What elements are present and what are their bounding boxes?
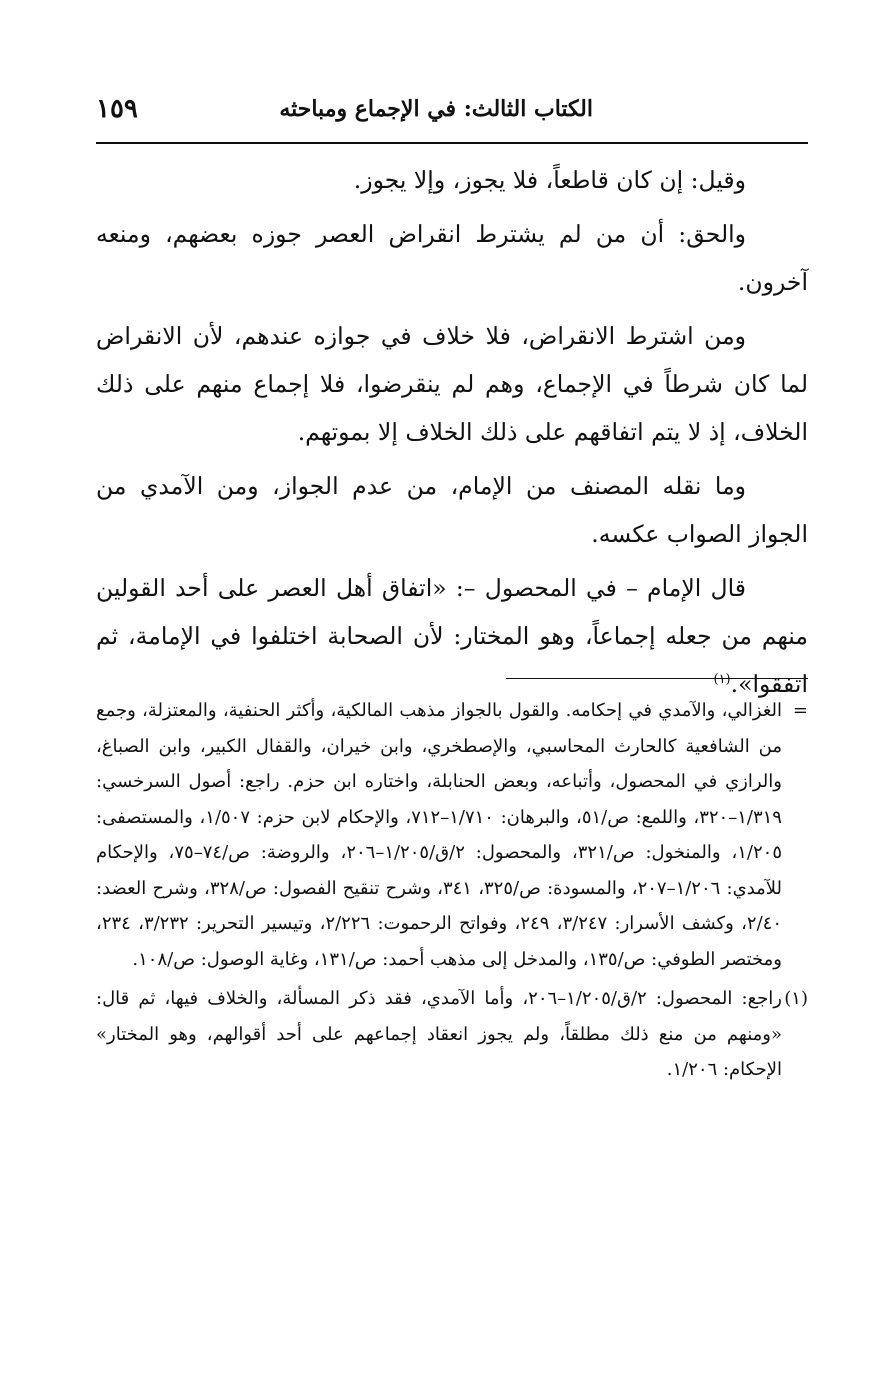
footnote-separator bbox=[506, 678, 808, 679]
page-number: ١٥٩ bbox=[96, 94, 138, 124]
continuation-mark: = bbox=[792, 700, 808, 721]
paragraph: والحق: أن من لم يشترط انقراض العصر جوزه بعضهم، ومنعه آخرون. bbox=[96, 220, 808, 296]
page-header bbox=[96, 92, 808, 138]
footnote-reference: (١) bbox=[713, 672, 731, 688]
paragraph-with-footnote-ref bbox=[96, 564, 808, 708]
running-title: الكتاب الثالث: في الإجماع ومباحثه bbox=[279, 96, 593, 122]
main-text bbox=[96, 156, 808, 708]
paragraph: ومن اشترط الانقراض، فلا خلاف في جوازه عندهم، لأن الانقراض لما كان شرطاً في الإجماع، وهم لم ينقرضوا، فلا إجماع منهم على ذلك الخلاف، إذ لا يتم اتفاقهم على ذلك الخلاف إلا بموتهم. bbox=[96, 322, 808, 446]
footnote-text: الغزالي، والآمدي في إحكامه. والقول بالجواز مذهب المالكية، وأكثر الحنفية، والمعتزلة، وجمع من الشافعية كالحارث المحاسبي، والإصطخري، وابن خيران، والقفال الكبير، وابن الصباغ، والرازي في المحصول، وأتباعه، وبعض الحنابلة، واختاره ابن حزم. راجع: أصول السرخسي: ١/٣١٩–٣٢٠، واللمع: ص/٥١، والبرهان: ١/٧١٠–٧١٢، والإحكام لابن حزم: ١/٥٠٧، والمستصفى: ١/٢٠٥، والمنخول: ص/٣٢١، والمحصول: ٢/ق/١/٢٠٥–٢٠٦، والروضة: ص/٧٤–٧٥، والإحكام للآمدي: ١/٢٠٦–٢٠٧، والمسودة: ص/٣٢٥، ٣٤١، وشرح تنقيح الفصول: ص/٣٢٨، وشرح العضد: ٢/٤٠، وكشف الأسرار: ٣/٢٤٧، ٢٤٩، وفواتح الرحموت: ٢/٢٢٦، وتيسير التحرير: ٣/٢٣٢، ٢٣٤، ومختصر الطوفي: ص/١٣٥، والمدخل إلى مذهب أحمد: ص/١٣١، وغاية الوصول: ص/١٠٨. bbox=[96, 700, 783, 970]
header-rule bbox=[96, 142, 808, 144]
footnote-1 bbox=[96, 981, 808, 1088]
paragraph: وما نقله المصنف من الإمام، من عدم الجواز، ومن الآمدي من الجواز الصواب عكسه. bbox=[96, 472, 808, 548]
footnote-text: راجع: المحصول: ٢/ق/١/٢٠٥–٢٠٦، وأما الآمدي، فقد ذكر المسألة، والخلاف فيها، ثم قال: «ومنهم من منع ذلك مطلقاً، ولم يجوز انعقاد إجماعهم على أحد أقوالهم، وهو المختار» الإحكام: ١/٢٠٦. bbox=[96, 988, 782, 1080]
footnotes bbox=[96, 693, 808, 1092]
footnote-number: (١) bbox=[784, 988, 808, 1009]
paragraph-text: قال الإمام – في المحصول –: «اتفاق أهل العصر على أحد القولين منهم من جعله إجماعاً، وهو المختار: لأن الصحابة اختلفوا في الإمامة، ثم اتفقوا». bbox=[96, 574, 808, 698]
paragraph: وقيل: إن كان قاطعاً، فلا يجوز، وإلا يجوز. bbox=[353, 166, 746, 194]
footnote-continuation bbox=[96, 693, 808, 977]
